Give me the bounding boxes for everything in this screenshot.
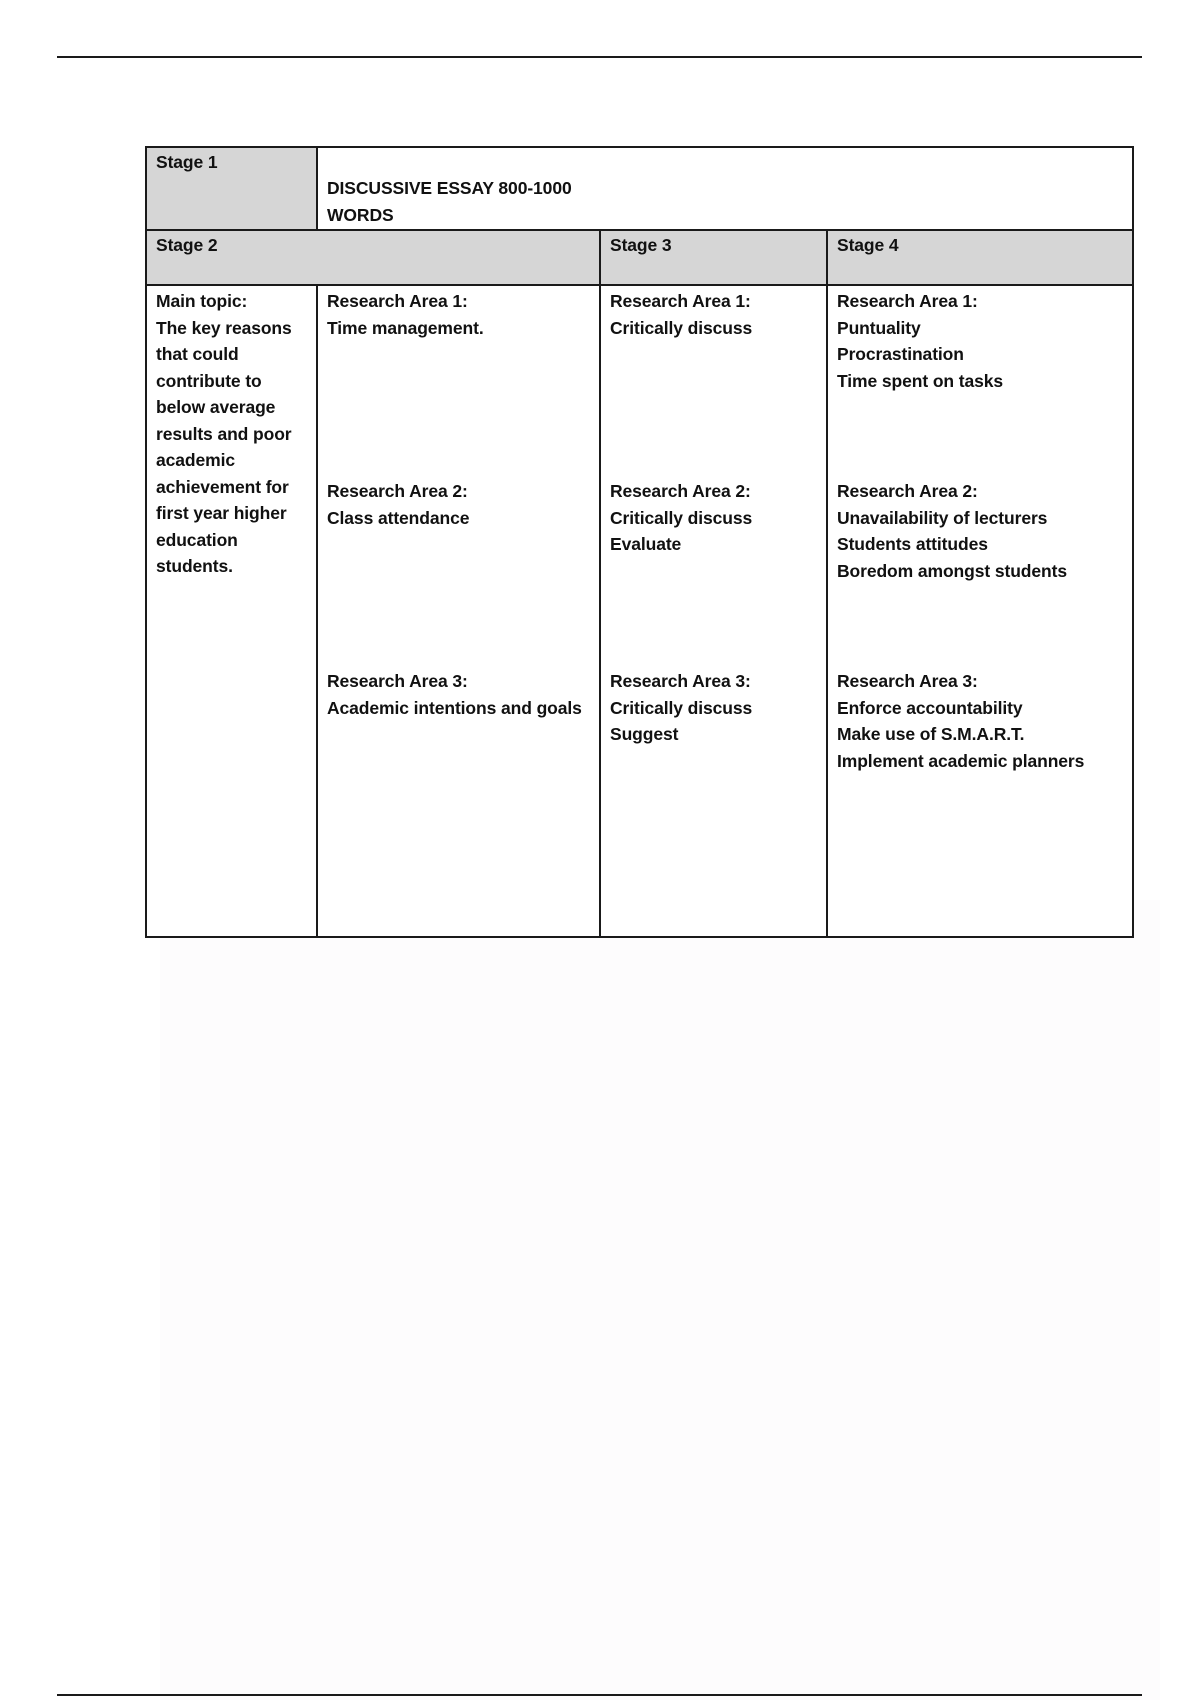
stage2-area-1 [327, 288, 590, 478]
stage2-area-3 [327, 668, 590, 858]
stage4-area-2-line-1: Unavailability of lecturers [837, 507, 1048, 528]
page-background [160, 900, 1160, 1700]
stage2-area-3-line: Academic intentions and goals [327, 697, 582, 718]
stage3-area-2-line-2: Evaluate [610, 534, 682, 554]
header-rule [57, 56, 1142, 58]
stage2-label: Stage 2 [156, 235, 218, 255]
stage3-area-2-heading: Research Area 2: [610, 481, 751, 501]
stage3-area-3-heading: Research Area 3: [610, 671, 751, 691]
stage4-area-1 [837, 288, 1123, 478]
stage3-area-2-line-1: Critically discuss [610, 507, 753, 528]
stage4-area-2 [837, 478, 1123, 668]
essay-plan-table [145, 146, 1134, 938]
main-topic-text: The key reasons that could contribute to below average results and poor academic achievement for first year higher education students. [156, 317, 292, 576]
stage3-area-3-line-1: Critically discuss [610, 697, 753, 718]
stage2-area-3-heading: Research Area 3: [327, 671, 468, 691]
stage2-area-2 [327, 478, 590, 668]
stage3-area-3-line-2: Suggest [610, 724, 679, 744]
stage4-area-1-heading: Research Area 1: [837, 291, 978, 311]
main-topic-cell [146, 285, 317, 937]
stage2-area-1-heading: Research Area 1: [327, 291, 468, 311]
stage3-area-2 [610, 478, 817, 668]
stage4-research-cell [827, 285, 1133, 937]
stage2-header-cell [146, 230, 600, 285]
stage3-research-cell [600, 285, 827, 937]
stage2-area-1-line: Time management. [327, 317, 484, 338]
stage4-area-3-heading: Research Area 3: [837, 671, 978, 691]
stage4-area-1-line-1: Puntuality [837, 317, 921, 338]
stage4-area-1-line-3: Time spent on tasks [837, 370, 1004, 391]
research-row [146, 285, 1133, 937]
stage4-area-3-line-1: Enforce accountability [837, 697, 1023, 718]
essay-title-cell [317, 147, 1133, 230]
stage2-area-2-heading: Research Area 2: [327, 481, 468, 501]
stage4-area-2-line-3: Boredom amongst students [837, 560, 1067, 581]
stage3-area-3 [610, 668, 817, 858]
stage3-area-1-line-1: Critically discuss [610, 317, 753, 338]
stage3-area-1 [610, 288, 817, 478]
stage1-row [146, 147, 1133, 230]
stage4-label: Stage 4 [837, 235, 899, 255]
stage4-area-3-line-3: Implement academic planners [837, 750, 1085, 771]
stage4-area-1-line-2: Procrastination [837, 344, 964, 364]
stage2-area-2-line: Class attendance [327, 507, 470, 528]
stage4-header-cell [827, 230, 1133, 285]
stage-header-row [146, 230, 1133, 285]
stage3-header-cell [600, 230, 827, 285]
stage1-label-cell [146, 147, 317, 230]
main-topic-heading: Main topic: [156, 291, 248, 311]
stage1-label: Stage 1 [156, 152, 218, 172]
essay-title: DISCUSSIVE ESSAY 800-1000 WORDS [327, 178, 572, 225]
stage4-area-3-line-2: Make use of S.M.A.R.T. [837, 724, 1025, 744]
stage2-research-cell [317, 285, 600, 937]
stage4-area-3 [837, 668, 1123, 858]
stage4-area-2-line-2: Students attitudes [837, 534, 988, 554]
stage3-area-1-heading: Research Area 1: [610, 291, 751, 311]
stage4-area-2-heading: Research Area 2: [837, 481, 978, 501]
footer-rule [57, 1694, 1142, 1696]
stage3-label: Stage 3 [610, 235, 672, 255]
